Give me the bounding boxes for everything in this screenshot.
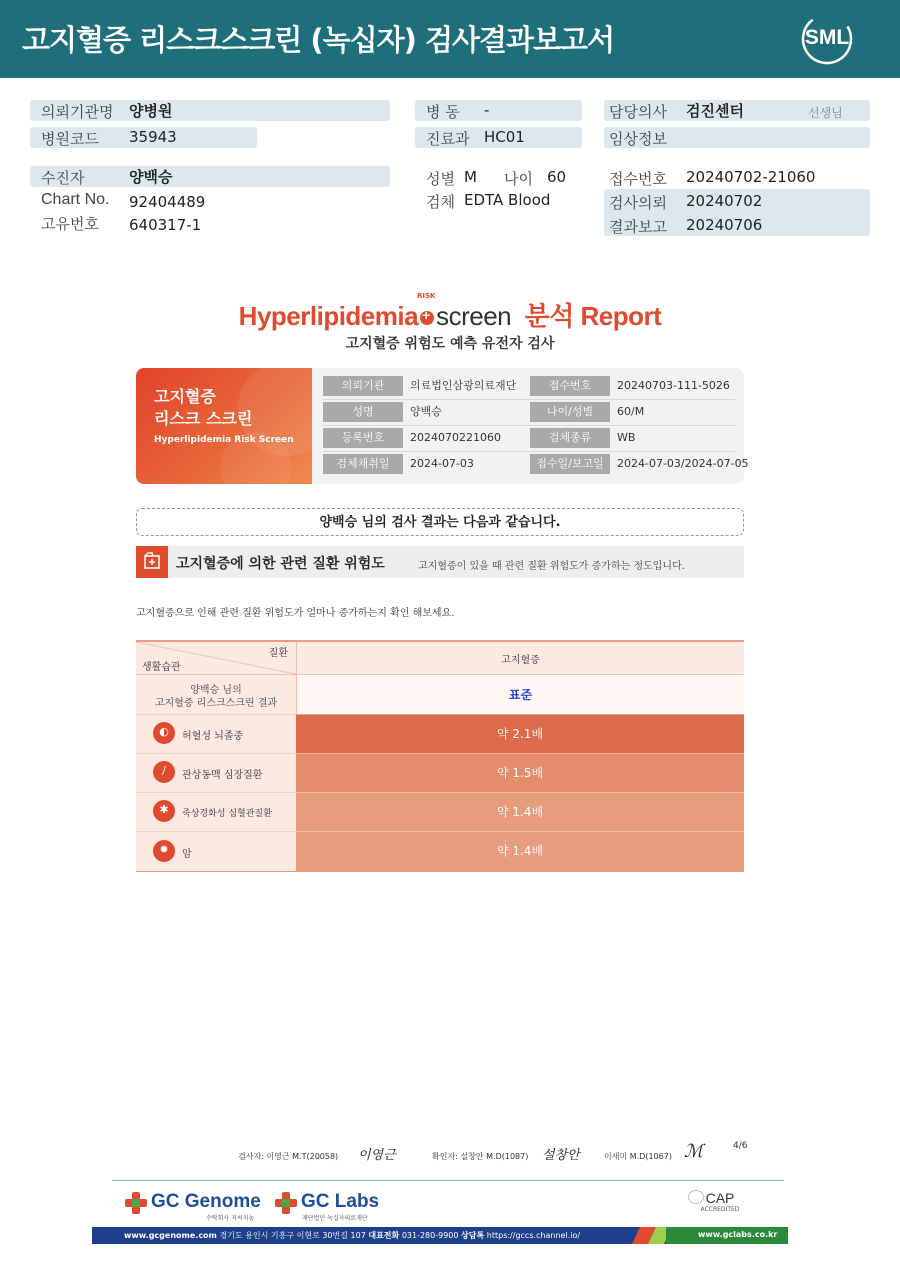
result-label-cell: [136, 674, 296, 714]
id-label: 고유번호: [41, 215, 99, 233]
tester-label: 검사자: 이영근 M.T(20058): [238, 1152, 339, 1161]
footer-tel-label: 대표전화: [368, 1231, 400, 1240]
test-request-value: 20240702: [686, 192, 763, 210]
doctor-label: 담당의사: [609, 103, 667, 121]
disease-name: 암: [182, 849, 192, 860]
brand-part2: screen: [436, 301, 512, 331]
cap-seal-icon: [688, 1190, 704, 1204]
card-banner: [136, 368, 312, 484]
footer-divider: [112, 1180, 784, 1181]
doctor-suffix: 선생님: [808, 106, 843, 120]
clinical-label: 임상정보: [609, 130, 667, 148]
confirmer-label: 확인자: 설창안 M.D(1087): [432, 1152, 529, 1161]
card-key: 접수일/보고일: [530, 454, 610, 474]
footer-contact: [124, 1230, 580, 1241]
patient-value: 양백승: [129, 168, 173, 186]
gc-genome-sub: 수탁회사 지씨지놈: [206, 1215, 255, 1222]
brand-title: [0, 296, 900, 333]
card-value: 2024-07-03: [410, 457, 474, 470]
ward-label: 병 동: [426, 103, 460, 121]
table-corner: [136, 642, 296, 674]
result-label-1: 양백승 님의: [190, 685, 242, 696]
section-desc: 고지혈증이 있을 때 관련 질환 위험도가 증가하는 정도입니다.: [418, 561, 685, 572]
sex-value: M: [464, 168, 477, 186]
stroke-icon: ◐: [153, 722, 175, 744]
card-key: 접수번호: [530, 376, 610, 396]
gc-genome-cross-icon: [125, 1192, 147, 1214]
receipt-value: 20240702-21060: [686, 168, 816, 186]
card-key: 검체채취일: [323, 454, 403, 474]
risk-value: 약 2.1배: [296, 714, 744, 753]
card-value: 20240703-111-5026: [617, 379, 730, 392]
disease-name: 관상동맥 심장질환: [182, 770, 263, 781]
dept-label: 진료과: [426, 130, 470, 148]
corner-bottom-label: 생활습관: [142, 662, 181, 673]
table-col-header: [296, 642, 744, 674]
brand-part1: Hyperlipidemia: [238, 301, 419, 331]
risk-value: 약 1.4배: [296, 831, 744, 871]
card-value: 2024070221060: [410, 431, 501, 444]
section-icon-box: [136, 546, 168, 578]
footer-web-right[interactable]: www.gclabs.co.kr: [698, 1230, 778, 1239]
card-divider: [323, 451, 735, 452]
doctor2-signature: ℳ: [684, 1141, 704, 1162]
section-intro: 고지혈증으로 인해 관련 질환 위험도가 얼마나 증가하는지 확인 해보세요.: [136, 608, 455, 619]
gc-labs-logo: GC Labs: [301, 1191, 380, 1212]
gc-genome-logo: GC Genome: [151, 1191, 261, 1212]
specimen-label: 검체: [426, 193, 455, 211]
col-header-label: 고지혈증: [501, 655, 540, 666]
doctor-value: 검진센터: [686, 102, 744, 120]
tester-signature: 이영근: [358, 1148, 396, 1163]
ward-value: -: [484, 101, 490, 119]
gc-labs-cross-icon: [275, 1192, 297, 1214]
card-key: 나이/성별: [530, 402, 610, 422]
id-value: 640317-1: [129, 216, 202, 234]
cap-title: CAP: [705, 1190, 735, 1206]
disease-name: 허혈성 뇌졸중: [182, 731, 244, 742]
heart-vessel-icon: ∕: [153, 761, 175, 783]
hospital-code-label: 병원코드: [41, 130, 99, 148]
risk-plus-icon: [420, 311, 434, 325]
section-title: 고지혈증에 의한 관련 질환 위험도: [176, 556, 385, 572]
dept-value: HC01: [484, 128, 525, 146]
hospital-code-value: 35943: [129, 128, 177, 146]
card-value: 양백승: [410, 405, 442, 418]
doctor2-label: 이새미 M.D(1067): [604, 1152, 672, 1161]
result-value-cell: [296, 674, 744, 714]
card-key: 등록번호: [323, 428, 403, 448]
age-value: 60: [547, 168, 567, 186]
atherosclerosis-icon: ✱: [153, 800, 175, 822]
report-date-value: 20240706: [686, 216, 763, 234]
corner-top-label: 질환: [268, 648, 288, 659]
sml-logo: SML: [804, 26, 850, 49]
footer-address: 경기도 용인시 기흥구 이현로 30번길 107: [219, 1231, 366, 1240]
brand-subtitle: 고지혈증 위험도 예측 유전자 검사: [345, 336, 555, 352]
risk-value: 약 1.5배: [296, 753, 744, 792]
footer-consult-label: 상담톡: [461, 1231, 485, 1240]
requester-label: 의뢰기관명: [41, 103, 114, 121]
specimen-value: EDTA Blood: [464, 191, 551, 209]
footer-web[interactable]: www.gcgenome.com: [124, 1231, 217, 1240]
requester-value: 양병원: [129, 102, 173, 120]
result-notice: 양백승 님의 검사 결과는 다음과 같습니다.: [136, 508, 744, 536]
report-date-label: 결과보고: [609, 218, 667, 236]
card-key: 성명: [323, 402, 403, 422]
confirmer-signature: 설창안: [542, 1148, 580, 1163]
cap-sub: ACCREDITED: [700, 1206, 740, 1213]
gc-labs-sub: 재단법인 녹십자의료재단: [302, 1215, 368, 1222]
card-value: 2024-07-03/2024-07-05: [617, 457, 749, 470]
footer-tel: 031-280-9900: [401, 1231, 459, 1240]
card-divider: [323, 425, 735, 426]
brand-part3: 분석 Report: [524, 301, 662, 331]
footer-consult-link[interactable]: https://gccs.channel.io/: [486, 1231, 581, 1240]
card-value: WB: [617, 431, 636, 444]
card-key: 의뢰기관: [323, 376, 403, 396]
risk-value: 약 1.4배: [296, 792, 744, 831]
cancer-icon: ✹: [153, 840, 175, 862]
patient-label: 수진자: [41, 169, 85, 187]
brand-risk: RISK: [417, 292, 436, 300]
page-number: 4/6: [733, 1141, 748, 1151]
age-label: 나이: [504, 170, 533, 188]
result-label-2: 고지혈증 리스크스크린 결과: [154, 698, 278, 709]
sex-label: 성별: [426, 170, 455, 188]
card-title-3: Hyperlipidemia Risk Screen: [154, 435, 294, 445]
card-title-1: 고지혈증: [154, 387, 216, 406]
medical-folder-icon: [136, 546, 168, 578]
receipt-label: 접수번호: [609, 170, 667, 188]
chart-label: Chart No.: [41, 191, 110, 208]
chart-value: 92404489: [129, 193, 206, 211]
card-title-2: 리스크 스크린: [154, 409, 253, 428]
disease-name: 죽상경화성 심혈관질환: [182, 809, 272, 819]
card-value: 60/M: [617, 405, 645, 418]
test-request-label: 검사의뢰: [609, 194, 667, 212]
card-value: 의료법인삼광의료재단: [410, 379, 517, 392]
card-divider: [323, 399, 735, 400]
table-bottom-border: [136, 871, 744, 872]
report-title: 고지혈증 리스크스크린 (녹십자) 검사결과보고서: [22, 23, 615, 57]
card-key: 검체종류: [530, 428, 610, 448]
result-value: 표준: [508, 688, 533, 702]
